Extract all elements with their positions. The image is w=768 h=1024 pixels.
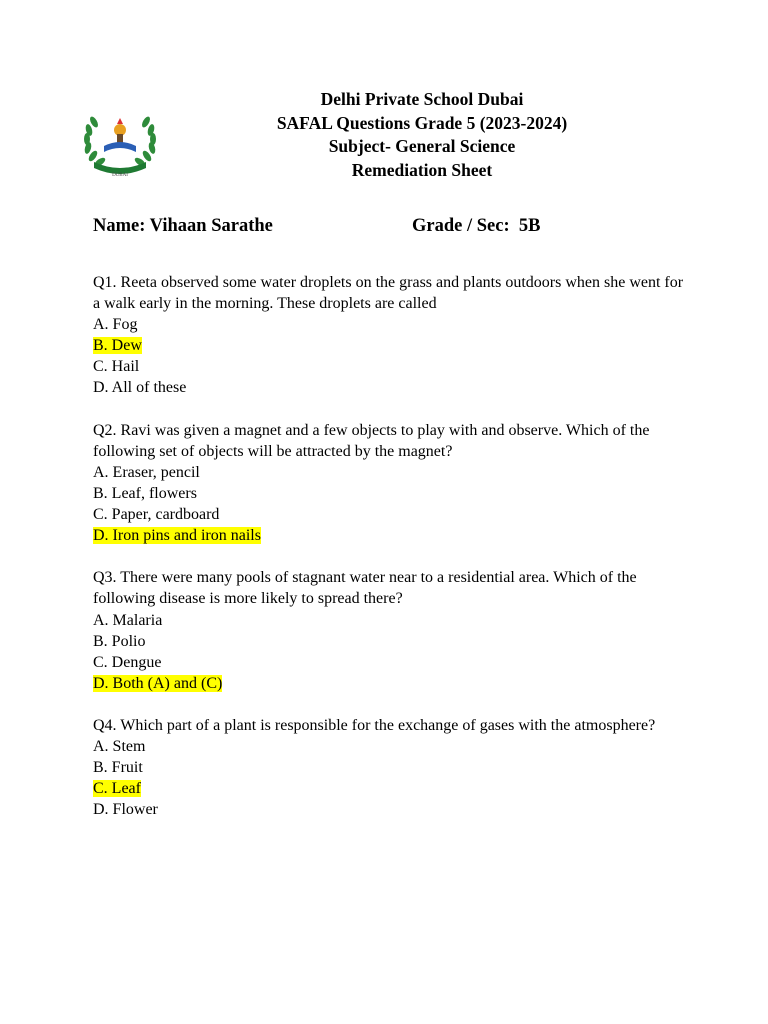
school-header — [0, 88, 768, 182]
student-name: Name: Vihaan Sarathe — [93, 216, 273, 236]
option-d: D. All of these — [93, 379, 187, 397]
question-text: Q4. Which part of a plant is responsible for the exchange of gases with the atmosphere? — [93, 716, 656, 734]
question-text: Q2. Ravi was given a magnet and a few objects to play with and observe. Which of the following set of objects will be attracted by the magnet? — [93, 421, 650, 460]
option-b: B. Fruit — [93, 759, 143, 777]
option-c: C. Hail — [93, 358, 140, 376]
option-c: C. Paper, cardboard — [93, 506, 220, 524]
question-3 — [93, 567, 693, 694]
school-name: Delhi Private School Dubai — [320, 89, 524, 109]
option-a: A. Malaria — [93, 611, 163, 629]
sheet-title: Remediation Sheet — [351, 159, 493, 180]
option-a: A. Stem — [93, 738, 146, 756]
option-d: D. Flower — [93, 801, 158, 819]
question-4 — [93, 715, 693, 820]
option-c: C. Dengue — [93, 653, 162, 671]
student-grade: Grade / Sec: 5B — [412, 216, 541, 236]
question-list — [93, 272, 693, 842]
option-b: B. Polio — [93, 632, 146, 650]
option-c-correct: C. Leaf — [93, 780, 141, 798]
svg-text:DUBAI: DUBAI — [112, 173, 128, 178]
option-a: A. Eraser, pencil — [93, 463, 200, 481]
subject-title: Subject- General Science — [328, 136, 516, 156]
question-text: Q1. Reeta observed some water droplets on the grass and plants outdoors when she went for a walk early in the morning. These droplets are called — [93, 274, 684, 313]
option-a: A. Fog — [93, 316, 138, 334]
option-d-correct: D. Iron pins and iron nails — [93, 527, 261, 545]
question-text: Q3. There were many pools of stagnant water near to a residential area. Which of the following disease is more likely to spread there? — [93, 569, 637, 608]
question-2 — [93, 420, 693, 547]
option-b: B. Leaf, flowers — [93, 484, 197, 502]
option-d-correct: D. Both (A) and (C) — [93, 674, 223, 692]
option-b-correct: B. Dew — [93, 337, 142, 355]
exam-title: SAFAL Questions Grade 5 (2023-2024) — [276, 112, 568, 133]
question-1 — [93, 272, 693, 399]
